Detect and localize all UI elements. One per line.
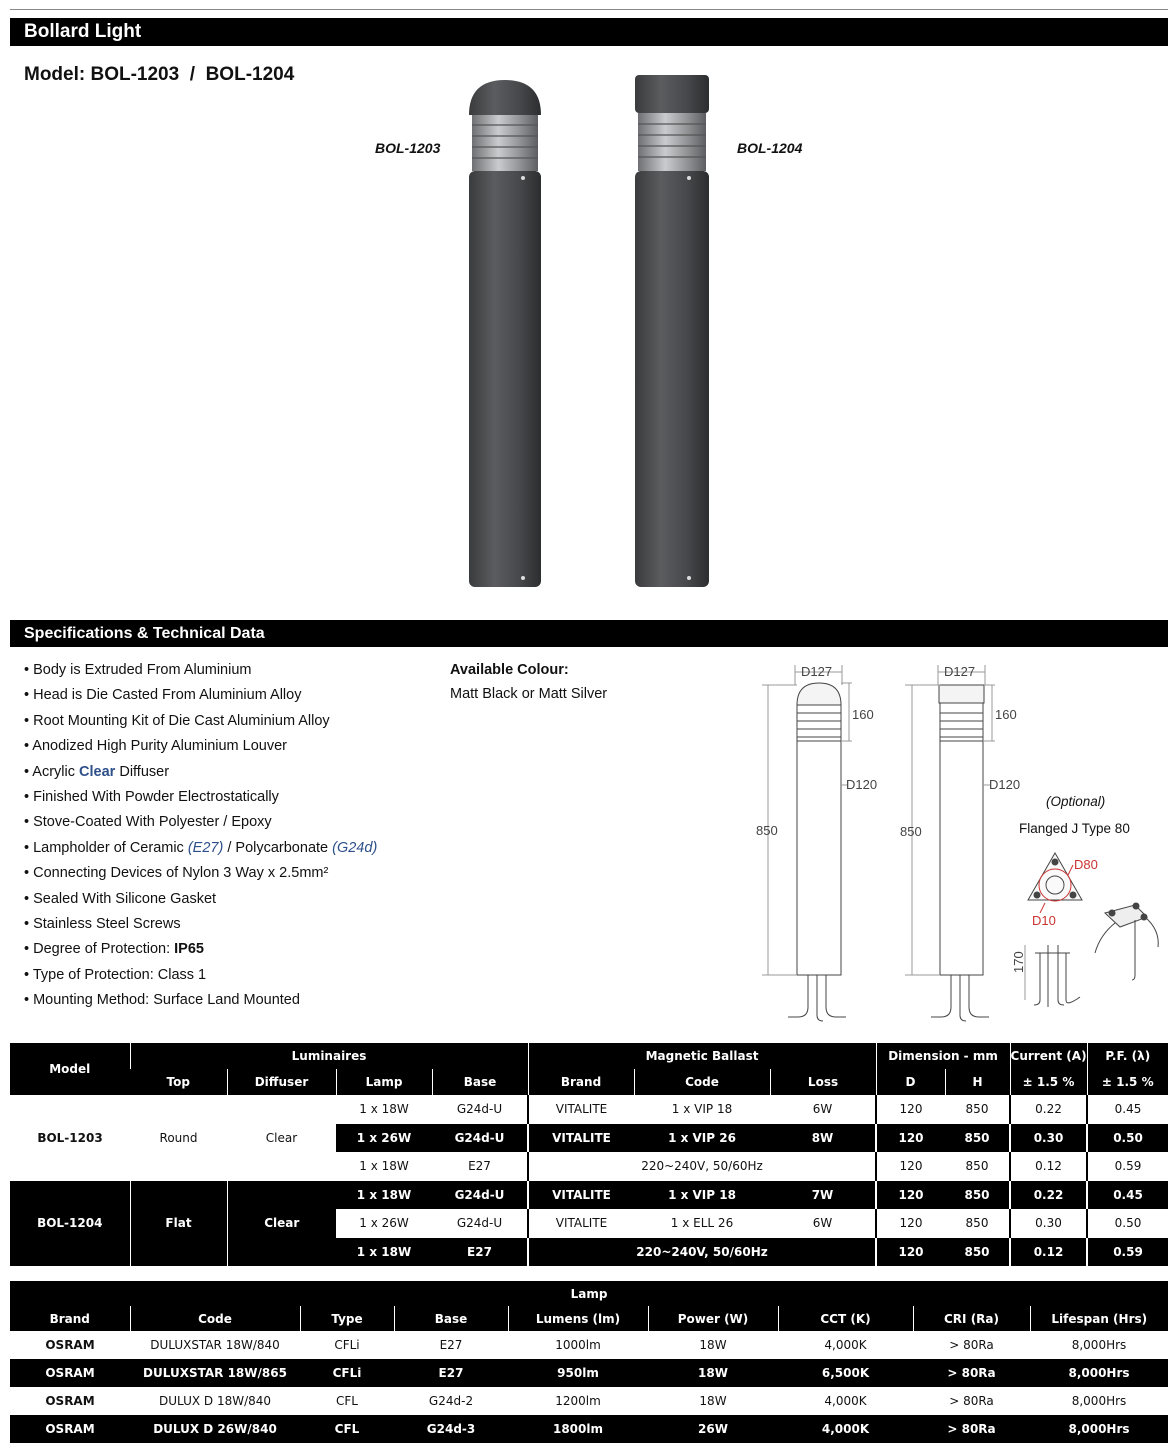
- available-colour: [450, 662, 607, 702]
- col-current: Current (A): [1010, 1043, 1087, 1069]
- top-cell: Flat: [130, 1181, 227, 1267]
- table-cell: 6W: [812, 1216, 833, 1231]
- col-cct: CCT (K): [778, 1306, 913, 1331]
- col-diffuser: Diffuser: [227, 1069, 336, 1095]
- table-cell: VITALITE: [528, 1095, 634, 1124]
- table-cell: 7W: [770, 1181, 876, 1210]
- table-cell: > 80Ra: [913, 1359, 1030, 1387]
- table-cell: 1 x 18W: [359, 1102, 409, 1117]
- table-cell: 4,000K: [824, 1338, 867, 1352]
- model-cell: BOL-1204: [10, 1181, 130, 1267]
- feature-item: • Lampholder of Ceramic (E27) / Polycarbonate (G24d): [24, 839, 378, 856]
- caption-bol-1203: BOL-1203: [375, 140, 441, 156]
- col-lumens: Lumens (lm): [508, 1306, 648, 1331]
- bollard-round-image: [469, 80, 541, 587]
- table-row: [10, 1415, 1168, 1443]
- table-cell: DULUX D 18W/840: [158, 1394, 272, 1408]
- col-type: Type: [300, 1306, 394, 1331]
- table-cell: 120: [876, 1152, 945, 1181]
- feature-item: • Connecting Devices of Nylon 3 Way x 2.5mm²: [24, 865, 329, 882]
- table-cell: 0.50: [1087, 1209, 1168, 1238]
- feature-item: • Stove-Coated With Polyester / Epoxy: [24, 814, 272, 831]
- optional-label: (Optional): [1046, 794, 1106, 809]
- table-cell: 0.59: [1087, 1238, 1168, 1267]
- table-cell: 8,000Hrs: [1030, 1415, 1168, 1443]
- table-cell: VITALITE: [528, 1181, 634, 1210]
- col-power: Power (W): [648, 1306, 778, 1331]
- feature-item: • Finished With Powder Electrostatically: [24, 788, 279, 805]
- feature-item: • Head is Die Casted From Aluminium Alloy: [24, 687, 302, 704]
- table-cell: 8,000Hrs: [1030, 1359, 1168, 1387]
- table-cell: OSRAM: [10, 1359, 130, 1387]
- feature-list: [24, 660, 377, 1015]
- diffuser-cell: Clear: [265, 1130, 298, 1145]
- table-cell: 18W: [648, 1359, 778, 1387]
- table-cell: 1 x VIP 18: [671, 1102, 733, 1117]
- table-cell: 120: [876, 1095, 945, 1124]
- feature-item: • Type of Protection: Class 1: [24, 966, 207, 983]
- table-cell: 1 x 18W: [336, 1181, 432, 1210]
- table-cell: 1 x VIP 18: [634, 1181, 770, 1210]
- table-cell: 120: [876, 1124, 945, 1153]
- table-cell: 1 x VIP 26: [634, 1124, 770, 1153]
- table-cell: OSRAM: [45, 1338, 95, 1352]
- table-cell: 1000lm: [555, 1338, 601, 1352]
- table-cell: 850: [965, 1216, 989, 1231]
- table-cell: 0.50: [1087, 1124, 1168, 1153]
- table-cell: OSRAM: [45, 1394, 95, 1408]
- feature-item: • Degree of Protection: IP65: [24, 941, 204, 958]
- table-cell: 1 x 18W: [336, 1238, 432, 1267]
- table-cell: > 80Ra: [949, 1338, 994, 1352]
- table-cell: E27: [394, 1359, 508, 1387]
- col-base: Base: [432, 1069, 528, 1095]
- top-cell: Round: [159, 1130, 198, 1145]
- table-cell: CFLi: [300, 1359, 394, 1387]
- table-cell: E27: [468, 1159, 491, 1174]
- col-d: D: [876, 1069, 945, 1095]
- model-cell: BOL-1203: [10, 1095, 130, 1181]
- col-brand: Brand: [10, 1306, 130, 1331]
- table-cell: > 80Ra: [913, 1415, 1030, 1443]
- col-luminaires: Luminaires: [130, 1043, 528, 1069]
- specs-table-body: [10, 1095, 1168, 1266]
- table-row: [10, 1181, 1168, 1210]
- page-title-bar: Bollard Light: [10, 18, 1168, 46]
- table-cell: 6,500K: [778, 1359, 913, 1387]
- diffuser-cell: Clear: [227, 1181, 336, 1267]
- product-images: [455, 70, 735, 595]
- table-cell: E27: [432, 1238, 528, 1267]
- table-cell: 850: [965, 1159, 989, 1174]
- dim-160-right: 160: [995, 707, 1017, 722]
- table-cell: 120: [876, 1238, 945, 1267]
- table-cell: G24d-U: [456, 1216, 503, 1231]
- table-cell: 1 x 26W: [359, 1216, 409, 1231]
- table-cell: 0.12: [1010, 1152, 1087, 1181]
- dimension-drawing: [740, 655, 1170, 1035]
- table-row: [10, 1387, 1168, 1415]
- col-code: Code: [634, 1069, 770, 1095]
- table-cell: 850: [945, 1238, 1010, 1267]
- colour-heading: Available Colour:: [450, 662, 569, 678]
- bollard-flat-image: [635, 75, 709, 587]
- col-loss: Loss: [770, 1069, 876, 1095]
- table-row: [10, 1095, 1168, 1124]
- feature-item: • Root Mounting Kit of Die Cast Aluminium Alloy: [24, 712, 330, 729]
- table-cell: 4,000K: [824, 1394, 867, 1408]
- table-cell: 4,000K: [778, 1415, 913, 1443]
- col-pf: P.F. (λ): [1087, 1043, 1168, 1069]
- col-dimension: Dimension - mm: [876, 1043, 1010, 1069]
- feature-item: • Mounting Method: Surface Land Mounted: [24, 992, 300, 1009]
- feature-item: • Anodized High Purity Aluminium Louver: [24, 738, 287, 755]
- table-cell: > 80Ra: [949, 1394, 994, 1408]
- table-cell: 850: [945, 1124, 1010, 1153]
- table-cell: 26W: [648, 1415, 778, 1443]
- table-cell: 1 x ELL 26: [670, 1216, 734, 1231]
- dim-d10: D10: [1032, 913, 1056, 928]
- table-cell: DULUX D 26W/840: [130, 1415, 300, 1443]
- table-cell: 8W: [770, 1124, 876, 1153]
- col-cri: CRI (Ra): [913, 1306, 1030, 1331]
- feature-item: • Sealed With Silicone Gasket: [24, 890, 217, 907]
- table-cell: 1200lm: [555, 1394, 601, 1408]
- col-base: Base: [394, 1306, 508, 1331]
- table-cell: 850: [965, 1102, 989, 1117]
- table-cell: VITALITE: [528, 1209, 634, 1238]
- table-cell: 1 x 26W: [336, 1124, 432, 1153]
- table-cell: 0.22: [1010, 1181, 1087, 1210]
- dim-d127-right: D127: [944, 664, 976, 679]
- col-code: Code: [130, 1306, 300, 1331]
- dim-160-left: 160: [852, 707, 874, 722]
- table-cell: 0.30: [1010, 1209, 1087, 1238]
- col-top: Top: [130, 1069, 227, 1095]
- table-cell: G24d-U: [432, 1181, 528, 1210]
- dim-850-right: 850: [900, 824, 922, 839]
- table-cell: 1800lm: [508, 1415, 648, 1443]
- table-cell: 8,000Hrs: [1071, 1394, 1127, 1408]
- dim-d80: D80: [1074, 857, 1098, 872]
- col-brand: Brand: [528, 1069, 634, 1095]
- flanged-label: Flanged J Type 80: [1019, 821, 1130, 836]
- table-cell: VITALITE: [528, 1124, 634, 1153]
- table-cell: 850: [945, 1181, 1010, 1210]
- table-cell: 120: [876, 1209, 945, 1238]
- feature-item: • Stainless Steel Screws: [24, 915, 181, 932]
- table-cell: 120: [876, 1181, 945, 1210]
- table-cell: G24d-U: [432, 1124, 528, 1153]
- table-cell: CFL: [300, 1415, 394, 1443]
- table-cell: 18W: [699, 1394, 727, 1408]
- dim-d120-left: D120: [846, 777, 878, 792]
- feature-item: • Body is Extruded From Aluminium: [24, 662, 252, 678]
- table-cell: 950lm: [508, 1359, 648, 1387]
- table-cell: 0.30: [1010, 1124, 1087, 1153]
- table-cell: 220~240V, 50/60Hz: [528, 1152, 876, 1181]
- section-title-bar: Specifications & Technical Data: [10, 620, 1168, 647]
- table-cell: 1 x 18W: [359, 1159, 409, 1174]
- dim-d120-right: D120: [989, 777, 1021, 792]
- table-cell: OSRAM: [10, 1415, 130, 1443]
- table-cell: DULUXSTAR 18W/840: [150, 1338, 280, 1352]
- dim-d127-left: D127: [801, 664, 833, 679]
- col-h: H: [945, 1069, 1010, 1095]
- table-cell: 0.45: [1087, 1095, 1168, 1124]
- table-cell: G24d-U: [456, 1102, 503, 1117]
- table-cell: 0.22: [1010, 1095, 1087, 1124]
- lamp-header: Lamp: [10, 1281, 1168, 1306]
- col-ballast: Magnetic Ballast: [528, 1043, 876, 1069]
- table-cell: 18W: [699, 1338, 727, 1352]
- model-heading: Model: BOL-1203 / BOL-1204: [24, 64, 295, 85]
- table-cell: 0.59: [1087, 1152, 1168, 1181]
- col-pf-tol: ± 1.5 %: [1087, 1069, 1168, 1095]
- col-model: Model: [10, 1043, 130, 1095]
- table-cell: 6W: [812, 1102, 833, 1117]
- table-cell: 220~240V, 50/60Hz: [528, 1238, 876, 1267]
- top-rule: [10, 9, 1168, 10]
- col-lamp: Lamp: [336, 1069, 432, 1095]
- table-cell: 0.45: [1087, 1181, 1168, 1210]
- table-row: [10, 1359, 1168, 1387]
- table-row: [10, 1331, 1168, 1359]
- table-cell: CFL: [336, 1394, 358, 1408]
- dim-170: 170: [1011, 951, 1026, 973]
- table-cell: 0.12: [1010, 1238, 1087, 1267]
- col-lifespan: Lifespan (Hrs): [1030, 1306, 1168, 1331]
- caption-bol-1204: BOL-1204: [737, 140, 803, 156]
- table-cell: G24d-3: [394, 1415, 508, 1443]
- table-cell: DULUXSTAR 18W/865: [130, 1359, 300, 1387]
- table-cell: CFLi: [334, 1338, 360, 1352]
- dim-850-left: 850: [756, 823, 778, 838]
- table-cell: 8,000Hrs: [1071, 1338, 1127, 1352]
- table-cell: G24d-2: [428, 1394, 474, 1408]
- table-cell: E27: [439, 1338, 463, 1352]
- col-current-tol: ± 1.5 %: [1010, 1069, 1087, 1095]
- lamp-table: [10, 1281, 1168, 1443]
- colour-value: Matt Black or Matt Silver: [450, 686, 608, 702]
- feature-item: • Acrylic Clear Diffuser: [24, 763, 170, 780]
